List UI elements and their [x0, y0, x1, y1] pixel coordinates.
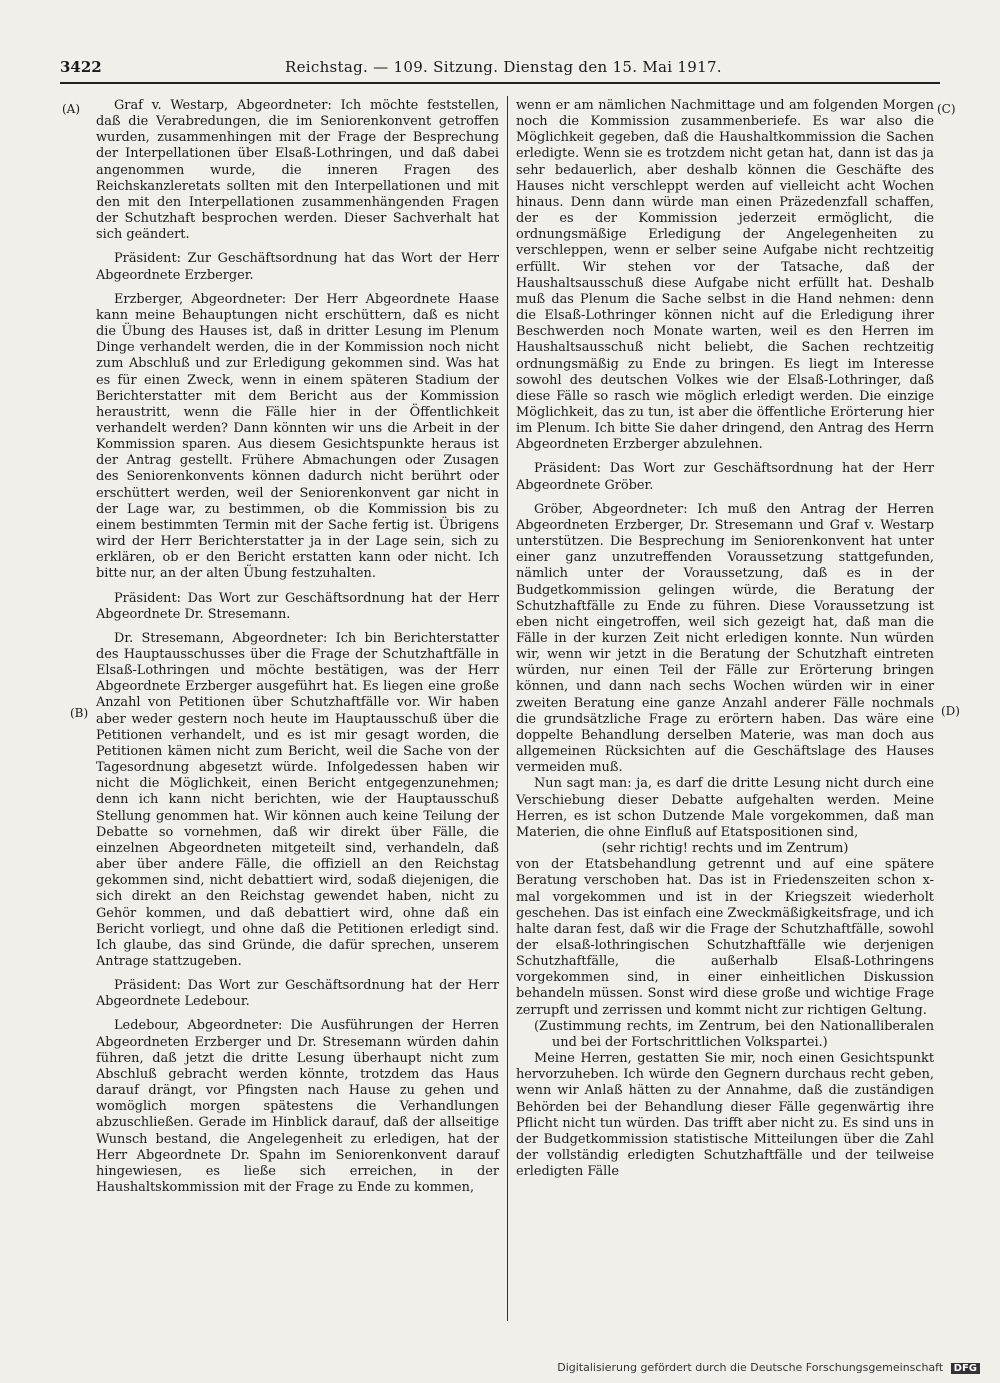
- interjection: (sehr richtig! rechts und im Zentrum): [601, 841, 849, 857]
- interjection: (Zustimmung rechts, im Zentrum, bei den Nationalliberalen und bei der Fortschrittlichen Volkspartei.): [534, 1018, 934, 1050]
- column-divider: [507, 96, 508, 1321]
- margin-mark-d: (D): [941, 704, 960, 718]
- president-remark: Präsident: Das Wort zur Geschäftsordnung hat der Herr Abgeordnete Gröber.: [516, 461, 934, 493]
- speech-westarp: Graf v. Westarp, Abgeordneter: Ich möchte feststellen, daß die Verabredungen, die im Seniorenkonvent getroffen wurden, zusammenhingen mit der Frage der Besprechung der Interpellationen über Elsaß-Lothringen, und daß dabei angenommen wurde, die inneren Fragen des Reichskanzleretats sollten mit den Interpellationen und mit den mit den Interpellationen zusammenhängenden Fragen der Schutzhaft besprochen werden. Dieser Sachverhalt hat sich geändert.: [96, 98, 499, 243]
- page-number: 3422: [60, 58, 102, 76]
- speech-paragraph: Meine Herren, gestatten Sie mir, noch einen Gesichtspunkt hervorzuheben. Ich würde den Gegnern durchaus recht geben, wenn wir Anlaß hätten zu der Annahme, daß die zuständigen Behörden bei der Behandlung dieser Fälle gegenwärtig ihre Pflicht nicht tun würden. Das trifft aber nicht zu. Es sind uns in der Budgetkommission statistische Mitteilungen über die Zahl der vollständig erledigten Schutzhaftfälle und der teilweise erledigten Fälle: [516, 1051, 934, 1180]
- speech-ledebour-continued: wenn er am nämlichen Nachmittage und am folgenden Morgen noch die Kommission zusammenberiefe. Es war also die Möglichkeit gegeben, daß die Haushaltkommission die Sachen erledigte. Wenn sie es trotzdem nicht getan hat, dann ist das ja sehr bedauerlich, aber deshalb können die Geschäfte des Hauses nicht verschleppt werden auf vielleicht acht Wochen hinaus. Denn dann würde man einen Präzedenzfall schaffen, der es der Kommission jederzeit ermöglicht, die ordnungsmäßige Erledigung der Angelegenheiten zu verschleppen, wenn er selber seine Aufgabe nicht rechtzeitig erfüllt. Wir stehen vor der Tatsache, daß der Haushaltsausschuß diese Aufgabe nicht erfüllt hat. Deshalb muß das Plenum die Sache selbst in die Hand nehmen: denn die Elsaß-Lothringer können nicht auf die Erledigung ihrer Beschwerden noch Monate warten, weil es den Herren im Haushaltsausschuß nicht beliebt, die Sachen rechtzeitig ordnungsmäßig zu Ende zu bringen. Es liegt im Interesse sowohl des deutschen Volkes wie der Elsaß-Lothringer, daß diese Fälle so rasch wie möglich erledigt werden. Die einzige Möglichkeit, das zu tun, ist aber die öffentliche Erörterung hier im Plenum. Ich bitte Sie daher dringend, den Antrag des Herrn Abgeordneten Erzberger abzulehnen.: [516, 98, 934, 453]
- running-title: Reichstag. — 109. Sitzung. Dienstag den 15. Mai 1917.: [285, 58, 722, 76]
- speech-ledebour: Ledebour, Abgeordneter: Die Ausführungen der Herren Abgeordneten Erzberger und Dr. Stresemann würden dahin führen, daß jetzt die dritte Lesung überhaupt nicht zum Abschluß gebracht werden könnte, trotzdem das Haus darauf drängt, vor Pfingsten nach Hause zu gehen und womöglich morgen spätestens die Verhandlungen abzuschließen. Gerade im Hinblick darauf, daß der allseitige Wunsch bestand, die Angelegenheit zu erledigen, hat der Herr Abgeordnete Dr. Spahn im Seniorenkonvent darauf hingewiesen, es ließe sich erreichen, in der Haushaltskommission mit der Frage zu Ende zu kommen,: [96, 1018, 499, 1195]
- margin-mark-b: (B): [70, 706, 89, 720]
- dfg-logo: DFG: [951, 1363, 980, 1374]
- margin-mark-c: (C): [937, 102, 956, 116]
- speech-paragraph: Nun sagt man: ja, es darf die dritte Lesung nicht durch eine Verschiebung dieser Debatte aufgehalten werden. Meine Herren, es ist schon Dutzende Male vorgekommen, daß man Materien, die ohne Einfluß auf Etatspositionen sind,: [516, 776, 934, 840]
- margin-mark-a: (A): [62, 102, 81, 116]
- header-rule: [60, 82, 940, 84]
- speech-paragraph: von der Etatsbehandlung getrennt und auf eine spätere Beratung verschoben hat. Das ist in Friedenszeiten schon x-mal vorgekommen und ist in der Kriegszeit wiederholt geschehen. Das ist einfach eine Zweckmäßigkeitsfrage, und ich halte daran fest, daß wir die Frage der Schutzhaftfälle, sowohl der elsaß-lothringischen Schutzhaftfälle wie derjenigen Schutzhaftfälle, die außerhalb Elsaß-Lothringens vorgekommen sind, in einer einheitlichen Diskussion behandeln müssen. Sonst wird diese große und wichtige Frage zerrupft und zerrissen und kommt nicht zur richtigen Geltung.: [516, 857, 934, 1018]
- president-remark: Präsident: Das Wort zur Geschäftsordnung hat der Herr Abgeordnete Ledebour.: [96, 978, 499, 1010]
- president-remark: Präsident: Das Wort zur Geschäftsordnung hat der Herr Abgeordnete Dr. Stresemann.: [96, 590, 499, 622]
- speech-groeber: Gröber, Abgeordneter: Ich muß den Antrag der Herren Abgeordneten Erzberger, Dr. Stresemann und Graf v. Westarp unterstützen. Die Besprechung im Seniorenkonvent hat unter einer ganz unzutreffenden Voraussetzung stattgefunden, nämlich unter der Voraussetzung, daß es in der Budgetkommission gelingen würde, die Beratung der Schutzhaftfälle zu Ende zu führen. Diese Voraussetzung ist eben nicht eingetroffen, weil sich gezeigt hat, daß man die Fälle in der kurzen Zeit nicht erledigen konnte. Nun würden wir, wenn wir jetzt in die Beratung der Schutzhaft eintreten würden, nur einen Teil der Fälle zur Erörterung bringen können, und dann nach sechs Wochen würden wir in einer zweiten Beratung eine ganze Anzahl anderer Fälle nochmals die grundsätzliche Frage zu erörtern haben. Das wäre eine doppelte Behandlung derselben Materie, was man doch aus allgemeinen Rücksichten auf die Geschäftslage des Hauses vermeiden muß.: [516, 501, 934, 776]
- speech-stresemann: Dr. Stresemann, Abgeordneter: Ich bin Berichterstatter des Hauptausschusses über die Frage der Schutzhaftfälle in Elsaß-Lothringen und möchte bestätigen, was der Herr Abgeordnete Erzberger ausgeführt hat. Es liegen eine große Anzahl von Petitionen über Schutzhaftfälle vor. Wir haben aber weder gestern noch heute im Hauptausschuß über die Petitionen verhandelt, und es ist mir gesagt worden, die Petitionen kämen nicht zum Bericht, weil die Sache von der Tagesordnung abgesetzt würde. Infolgedessen haben wir nicht die Möglichkeit, einen Bericht entgegenzunehmen; denn ich kann nicht berichten, wie der Hauptausschuß Stellung genommen hat. Wir können auch keine Teilung der Debatte so vornehmen, daß wir direkt über Fälle, die einzelnen Abgeordneten mitgeteilt sind, verhandeln, daß aber über andere Fälle, die offiziell an den Reichstag gekommen sind, nicht debattiert wird, sodaß diejenigen, die sich direkt an den Reichstag gewendet haben, nicht zu Gehör kommen, und daß debattiert wird, ohne daß ein Bericht vorliegt, und ohne daß die Petitionen erledigt sind. Ich glaube, das sind Gründe, die dafür sprechen, unserem Antrage stattzugeben.: [96, 630, 499, 969]
- left-column: [96, 98, 499, 1196]
- footer-text: Digitalisierung gefördert durch die Deutsche Forschungsgemeinschaft: [557, 1361, 944, 1374]
- page-header: [60, 58, 940, 80]
- speech-erzberger: Erzberger, Abgeordneter: Der Herr Abgeordnete Haase kann meine Behauptungen nicht erschüttern, daß es nicht die Übung des Hauses ist, daß in dritter Lesung im Plenum Dinge verhandelt werden, die in der Kommission noch nicht zum Abschluß und zur Erledigung gekommen sind. Was hat es für einen Zweck, wenn in einem späteren Stadium der Berichterstatter mit dem Bericht aus der Kommission heraustritt, wenn die Fälle hier in der Öffentlichkeit verhandelt werden? Dann könnten wir uns die Arbeit in der Kommission sparen. Aus diesem Gesichtspunkte heraus ist der Antrag gestellt. Frühere Abmachungen oder Zusagen des Seniorenkonvents können dadurch nicht berührt oder erschüttert werden, weil der Seniorenkonvent gar nicht in der Lage war, zu bestimmen, ob die Kommission bis zu einem bestimmten Termin mit der Sache fertig ist. Übrigens wird der Herr Berichterstatter ja in der Lage sein, sich zu erklären, ob er den Bericht erstatten kann oder nicht. Ich bitte nur, an der alten Übung festzuhalten.: [96, 291, 499, 582]
- footer-credit: [557, 1361, 980, 1374]
- president-remark: Präsident: Zur Geschäftsordnung hat das Wort der Herr Abgeordnete Erzberger.: [96, 251, 499, 283]
- right-column: [516, 98, 934, 1180]
